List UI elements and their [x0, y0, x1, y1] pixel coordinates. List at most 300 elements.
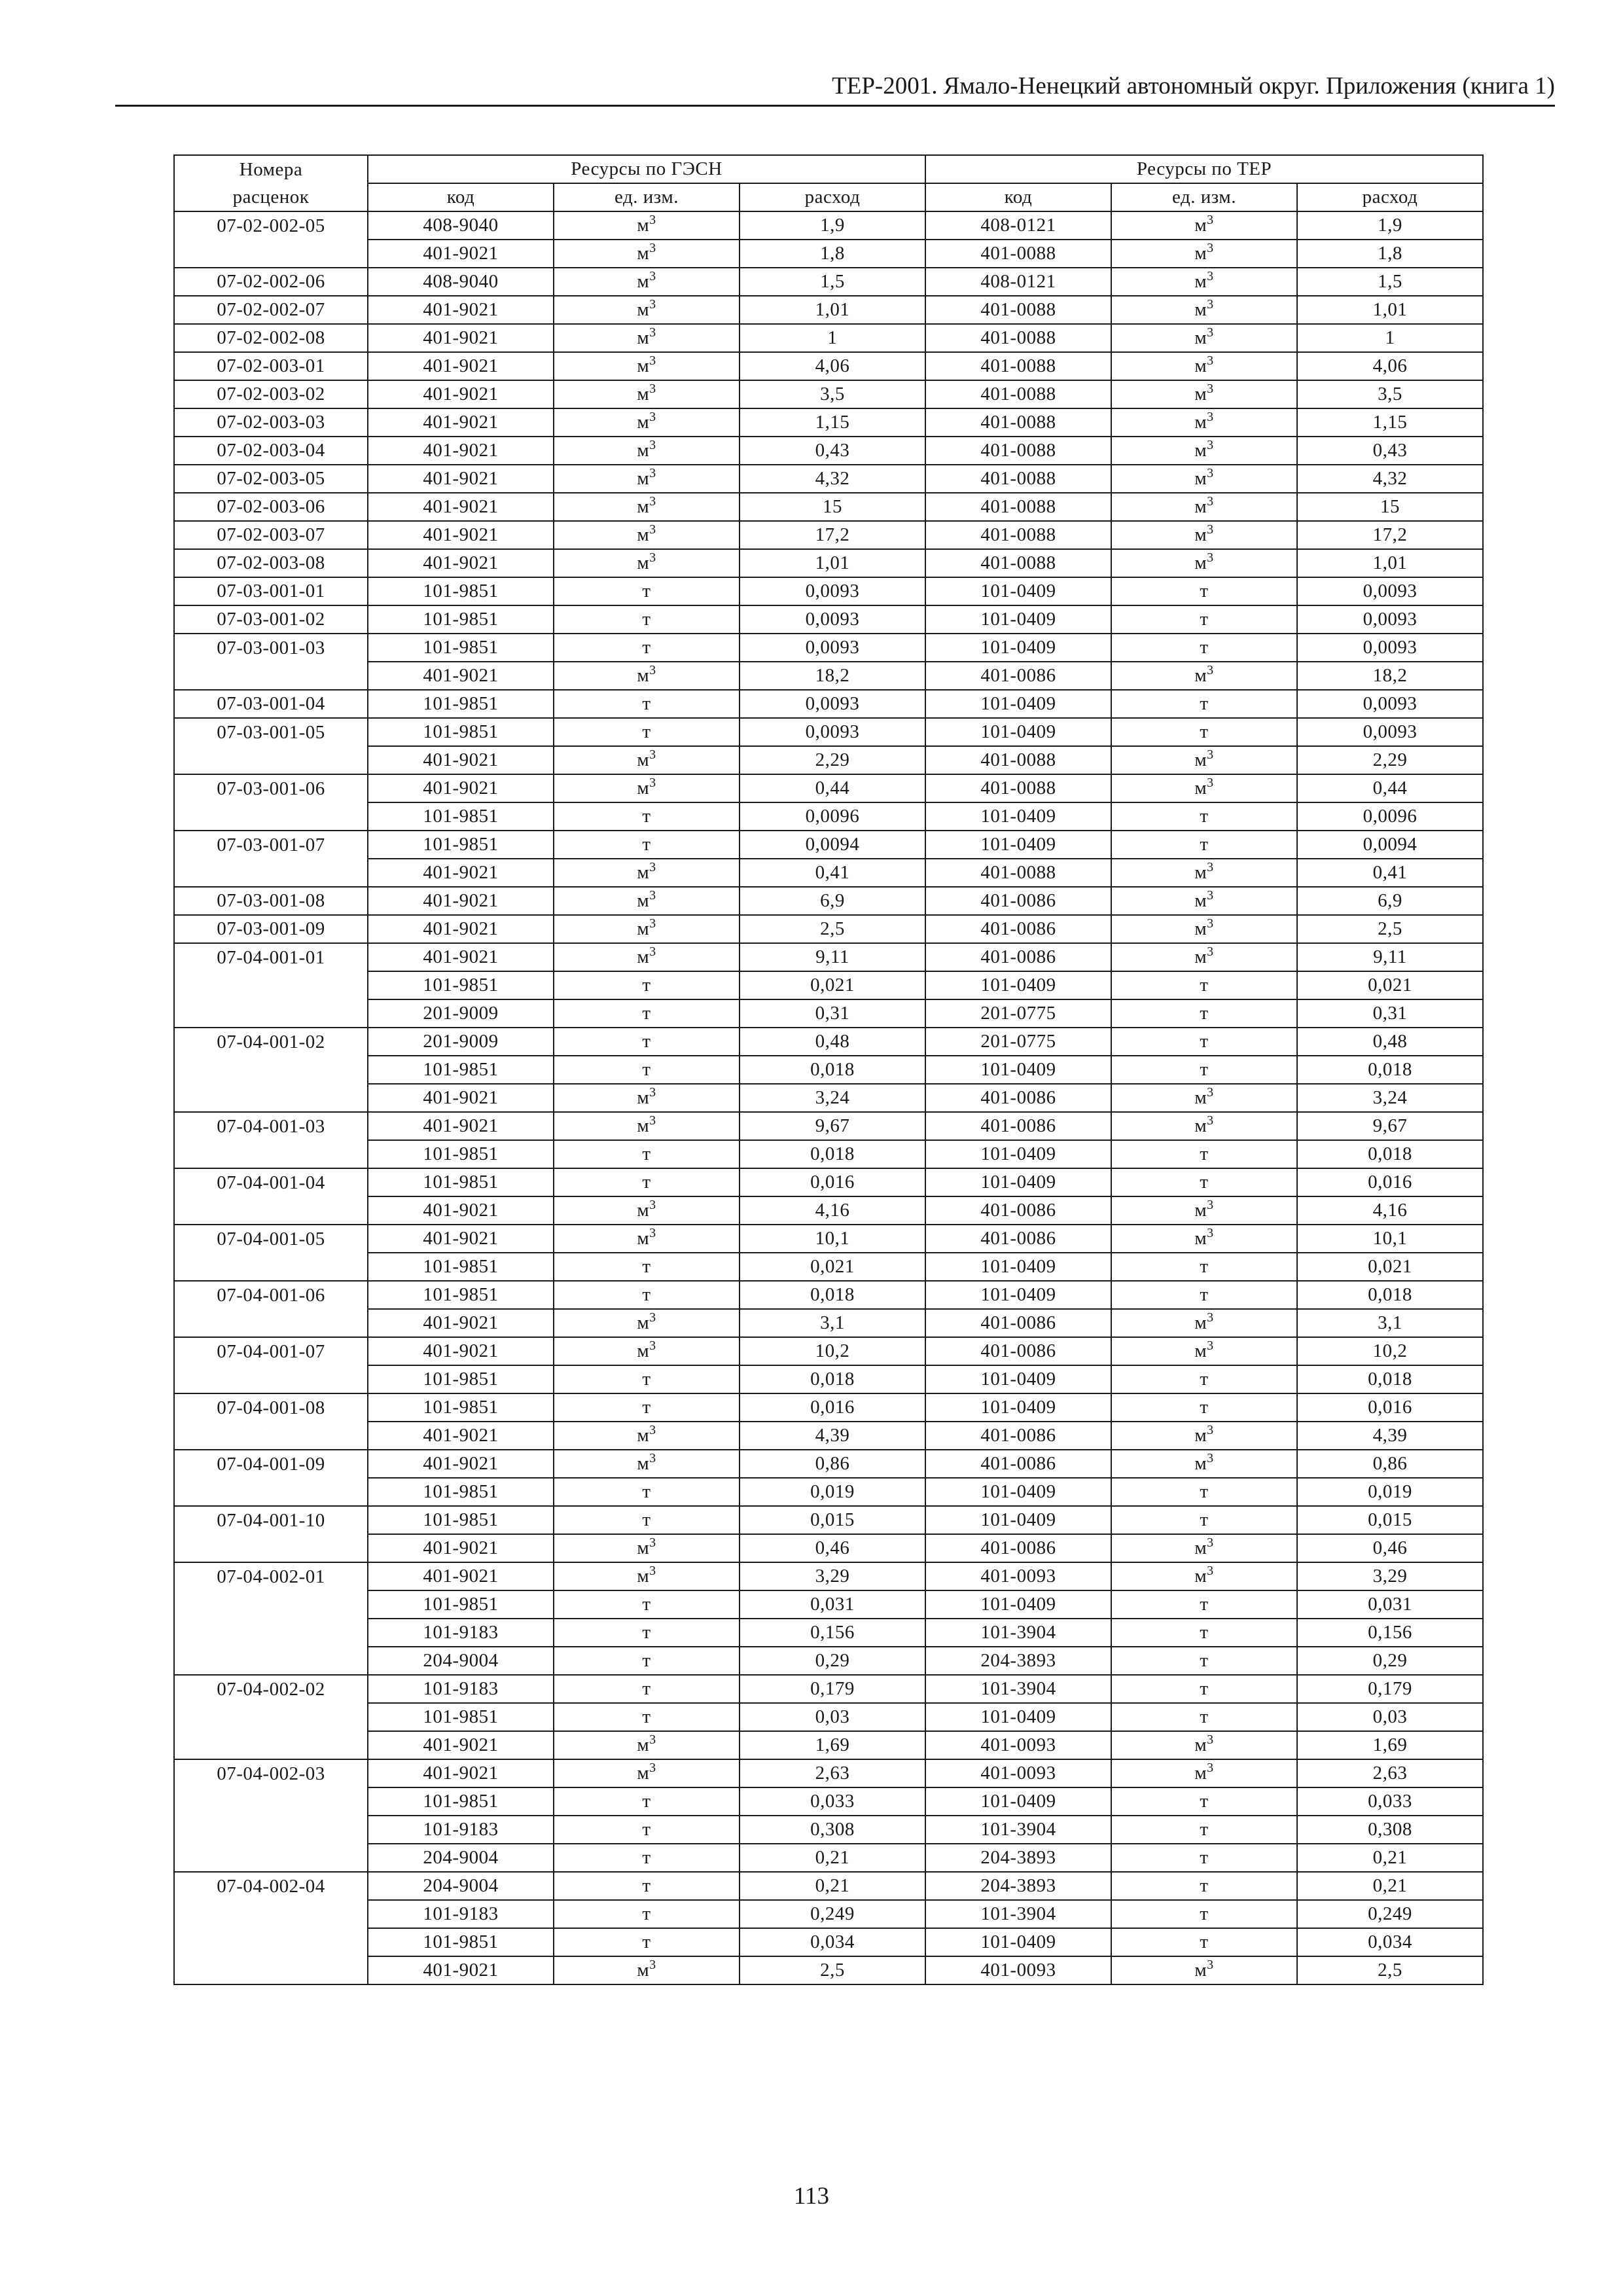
- ter-amount-cell: 0,41: [1297, 859, 1483, 887]
- unit-cubic-meter: м: [1194, 1453, 1207, 1474]
- gesn-amount-cell: 0,44: [740, 774, 925, 802]
- table-row: [174, 1619, 1483, 1647]
- rate-number-cell: 07-03-001-02: [174, 605, 368, 634]
- ter-code-cell: 401-0093: [925, 1759, 1111, 1787]
- unit-cubic-meter: м: [637, 1566, 650, 1587]
- gesn-unit-cell: [554, 662, 740, 690]
- gesn-code-cell: 401-9021: [368, 296, 554, 324]
- ter-amount-cell: 0,21: [1297, 1872, 1483, 1900]
- unit-exponent: 3: [649, 663, 656, 677]
- ter-code-cell: 101-0409: [925, 1393, 1111, 1422]
- ter-code-cell: 201-0775: [925, 999, 1111, 1028]
- gesn-amount-header: расход: [740, 183, 925, 211]
- ter-unit-cell: [1111, 1956, 1297, 1984]
- rate-number-cell: 07-02-003-07: [174, 521, 368, 549]
- table-row: [174, 1703, 1483, 1731]
- gesn-code-cell: 401-9021: [368, 1309, 554, 1337]
- gesn-unit-cell: [554, 1309, 740, 1337]
- gesn-amount-cell: 0,0093: [740, 605, 925, 634]
- gesn-code-cell: 101-9851: [368, 1056, 554, 1084]
- table-row: [174, 549, 1483, 577]
- ter-amount-cell: 15: [1297, 493, 1483, 521]
- ter-amount-cell: 0,0096: [1297, 802, 1483, 831]
- gesn-amount-cell: 0,0093: [740, 690, 925, 718]
- table-row: [174, 1225, 1483, 1253]
- ter-code-cell: 101-0409: [925, 802, 1111, 831]
- ter-resources-header: Ресурсы по ТЕР: [925, 155, 1483, 183]
- table-row: [174, 1647, 1483, 1675]
- ter-unit-cell: т: [1111, 605, 1297, 634]
- table-row: [174, 915, 1483, 943]
- table-row: [174, 831, 1483, 859]
- unit-exponent: 3: [649, 1338, 656, 1353]
- unit-exponent: 3: [649, 1958, 656, 1972]
- rate-number-cell: 07-04-001-04: [174, 1168, 368, 1196]
- unit-cubic-meter: м: [1194, 215, 1207, 236]
- ter-unit-cell: [1111, 1731, 1297, 1759]
- gesn-amount-cell: 0,0093: [740, 634, 925, 662]
- rate-number-cell: 07-03-001-08: [174, 887, 368, 915]
- rate-number-cell: 07-03-001-07: [174, 831, 368, 859]
- ter-code-cell: 101-0409: [925, 1140, 1111, 1168]
- unit-cubic-meter: м: [1194, 496, 1207, 517]
- gesn-unit-cell: [554, 1562, 740, 1590]
- ter-unit-cell: [1111, 1759, 1297, 1787]
- gesn-unit-cell: т: [554, 1393, 740, 1422]
- table-row: [174, 943, 1483, 971]
- gesn-unit-cell: [554, 437, 740, 465]
- unit-cubic-meter: м: [637, 215, 650, 236]
- ter-code-cell: 101-0409: [925, 1478, 1111, 1506]
- unit-cubic-meter: м: [637, 1312, 650, 1333]
- gesn-amount-cell: 0,21: [740, 1844, 925, 1872]
- ter-unit-cell: т: [1111, 1365, 1297, 1393]
- unit-cubic-meter: м: [1194, 1960, 1207, 1981]
- ter-code-cell: 401-0093: [925, 1956, 1111, 1984]
- ter-amount-cell: 1,5: [1297, 268, 1483, 296]
- table-row: [174, 1309, 1483, 1337]
- ter-amount-cell: 1,01: [1297, 549, 1483, 577]
- ter-code-cell: 101-0409: [925, 1253, 1111, 1281]
- ter-unit-cell: т: [1111, 690, 1297, 718]
- ter-amount-cell: 2,29: [1297, 746, 1483, 774]
- unit-exponent: 3: [649, 776, 656, 790]
- gesn-unit-cell: [554, 380, 740, 408]
- ter-unit-cell: [1111, 943, 1297, 971]
- unit-exponent: 3: [1207, 325, 1214, 340]
- rate-number-cell: 07-04-001-06: [174, 1281, 368, 1309]
- gesn-unit-cell: т: [554, 1590, 740, 1619]
- ter-code-cell: 401-0086: [925, 1112, 1111, 1140]
- ter-amount-cell: 0,86: [1297, 1450, 1483, 1478]
- table-header: [174, 155, 1483, 211]
- ter-amount-cell: 0,31: [1297, 999, 1483, 1028]
- unit-cubic-meter: м: [637, 778, 650, 798]
- gesn-unit-cell: т: [554, 718, 740, 746]
- ter-code-cell: 401-0088: [925, 380, 1111, 408]
- header-row-groups: [174, 155, 1483, 183]
- unit-exponent: 3: [649, 747, 656, 762]
- ter-code-cell: 401-0086: [925, 662, 1111, 690]
- ter-amount-cell: 0,308: [1297, 1816, 1483, 1844]
- rate-number-cell: 07-04-001-10: [174, 1506, 368, 1534]
- rate-number-cell: 07-02-002-05: [174, 211, 368, 240]
- table-row: [174, 1844, 1483, 1872]
- ter-code-cell: 401-0088: [925, 437, 1111, 465]
- ter-amount-cell: 0,46: [1297, 1534, 1483, 1562]
- ter-code-cell: 401-0086: [925, 1534, 1111, 1562]
- gesn-amount-cell: 1,01: [740, 296, 925, 324]
- unit-cubic-meter: м: [1194, 1228, 1207, 1249]
- ter-amount-cell: 0,44: [1297, 774, 1483, 802]
- table-row: [174, 1196, 1483, 1225]
- ter-unit-cell: [1111, 774, 1297, 802]
- table-row: [174, 1478, 1483, 1506]
- ter-code-cell: 401-0088: [925, 240, 1111, 268]
- gesn-code-cell: 401-9021: [368, 324, 554, 352]
- gesn-unit-cell: [554, 408, 740, 437]
- unit-exponent: 3: [1207, 776, 1214, 790]
- table-row: [174, 859, 1483, 887]
- table-row: [174, 1590, 1483, 1619]
- gesn-code-cell: 201-9009: [368, 999, 554, 1028]
- ter-code-cell: 101-3904: [925, 1816, 1111, 1844]
- ter-unit-cell: т: [1111, 1590, 1297, 1619]
- gesn-amount-cell: 0,0093: [740, 577, 925, 605]
- ter-unit-cell: [1111, 887, 1297, 915]
- unit-exponent: 3: [1207, 888, 1214, 903]
- table-row: [174, 437, 1483, 465]
- ter-amount-cell: 4,32: [1297, 465, 1483, 493]
- unit-exponent: 3: [649, 860, 656, 874]
- ter-code-cell: 101-0409: [925, 690, 1111, 718]
- rate-number-cell: 07-03-001-05: [174, 718, 368, 746]
- ter-amount-cell: 10,1: [1297, 1225, 1483, 1253]
- table-row: [174, 605, 1483, 634]
- gesn-unit-cell: [554, 324, 740, 352]
- gesn-unit-cell: т: [554, 1703, 740, 1731]
- unit-exponent: 3: [649, 944, 656, 959]
- gesn-code-cell: 401-9021: [368, 1112, 554, 1140]
- unit-cubic-meter: м: [1194, 1566, 1207, 1587]
- rate-number-cell: 07-04-002-03: [174, 1759, 368, 1787]
- unit-exponent: 3: [649, 438, 656, 452]
- unit-exponent: 3: [1207, 1198, 1214, 1212]
- rate-number-cell: 07-02-003-01: [174, 352, 368, 380]
- unit-cubic-meter: м: [637, 468, 650, 489]
- gesn-unit-cell: т: [554, 831, 740, 859]
- ter-amount-cell: 0,29: [1297, 1647, 1483, 1675]
- rate-number-cell: 07-04-001-08: [174, 1393, 368, 1422]
- rate-number-cell: 07-03-001-06: [174, 774, 368, 802]
- table-row: [174, 1365, 1483, 1393]
- unit-exponent: 3: [1207, 466, 1214, 480]
- gesn-code-cell: 101-9851: [368, 1928, 554, 1956]
- ter-amount-cell: 0,018: [1297, 1281, 1483, 1309]
- gesn-code-cell: 401-9021: [368, 943, 554, 971]
- unit-cubic-meter: м: [1194, 1200, 1207, 1221]
- ter-amount-cell: 0,0093: [1297, 718, 1483, 746]
- gesn-code-cell: 204-9004: [368, 1844, 554, 1872]
- rate-number-cell: [174, 1816, 368, 1844]
- unit-exponent: 3: [1207, 1958, 1214, 1972]
- gesn-unit-cell: [554, 887, 740, 915]
- table-row: [174, 1534, 1483, 1562]
- rate-number-cell: [174, 1647, 368, 1675]
- gesn-code-cell: 101-9851: [368, 577, 554, 605]
- ter-unit-cell: т: [1111, 971, 1297, 999]
- ter-unit-cell: [1111, 211, 1297, 240]
- ter-amount-cell: 0,0093: [1297, 634, 1483, 662]
- gesn-unit-cell: т: [554, 1281, 740, 1309]
- unit-cubic-meter: м: [637, 1960, 650, 1981]
- ter-code-cell: 101-0409: [925, 1590, 1111, 1619]
- ter-amount-cell: 2,5: [1297, 915, 1483, 943]
- gesn-unit-cell: т: [554, 577, 740, 605]
- gesn-code-cell: 101-9851: [368, 690, 554, 718]
- unit-cubic-meter: м: [637, 1115, 650, 1136]
- gesn-unit-cell: т: [554, 1872, 740, 1900]
- ter-code-cell: 101-0409: [925, 971, 1111, 999]
- ter-unit-cell: [1111, 324, 1297, 352]
- gesn-unit-cell: [554, 352, 740, 380]
- ter-unit-cell: [1111, 1422, 1297, 1450]
- unit-cubic-meter: м: [1194, 778, 1207, 798]
- unit-cubic-meter: м: [1194, 299, 1207, 320]
- gesn-unit-cell: [554, 1759, 740, 1787]
- ter-amount-cell: 9,67: [1297, 1112, 1483, 1140]
- gesn-code-cell: 401-9021: [368, 1450, 554, 1478]
- ter-unit-cell: т: [1111, 999, 1297, 1028]
- gesn-amount-cell: 0,016: [740, 1168, 925, 1196]
- gesn-amount-cell: 3,1: [740, 1309, 925, 1337]
- gesn-amount-cell: 1,9: [740, 211, 925, 240]
- gesn-code-cell: 101-9851: [368, 802, 554, 831]
- gesn-code-header: код: [368, 183, 554, 211]
- gesn-code-cell: 101-9183: [368, 1675, 554, 1703]
- table-row: [174, 1562, 1483, 1590]
- rate-number-cell: 07-04-002-01: [174, 1562, 368, 1590]
- unit-cubic-meter: м: [1194, 749, 1207, 770]
- ter-code-cell: 101-0409: [925, 634, 1111, 662]
- table-row: [174, 1337, 1483, 1365]
- table-row: [174, 662, 1483, 690]
- gesn-unit-cell: [554, 774, 740, 802]
- rate-number-cell: [174, 1140, 368, 1168]
- unit-cubic-meter: м: [637, 890, 650, 911]
- ter-code-cell: 401-0086: [925, 1225, 1111, 1253]
- gesn-unit-cell: т: [554, 1816, 740, 1844]
- gesn-code-cell: 101-9851: [368, 1590, 554, 1619]
- table-row: [174, 1872, 1483, 1900]
- gesn-unit-cell: т: [554, 971, 740, 999]
- ter-amount-cell: 1,8: [1297, 240, 1483, 268]
- ter-code-cell: 401-0088: [925, 746, 1111, 774]
- gesn-code-cell: 101-9183: [368, 1900, 554, 1928]
- gesn-amount-cell: 2,29: [740, 746, 925, 774]
- ter-code-cell: 401-0088: [925, 324, 1111, 352]
- gesn-unit-cell: [554, 1112, 740, 1140]
- table-row: [174, 1253, 1483, 1281]
- gesn-unit-cell: [554, 1956, 740, 1984]
- rate-number-cell: [174, 1309, 368, 1337]
- unit-cubic-meter: м: [1194, 440, 1207, 461]
- unit-exponent: 3: [649, 1226, 656, 1240]
- gesn-code-cell: 101-9851: [368, 634, 554, 662]
- rate-number-cell: 07-02-002-07: [174, 296, 368, 324]
- gesn-code-cell: 401-9021: [368, 352, 554, 380]
- gesn-unit-cell: [554, 859, 740, 887]
- table-row: [174, 408, 1483, 437]
- ter-unit-cell: [1111, 1337, 1297, 1365]
- table-row: [174, 296, 1483, 324]
- ter-amount-cell: 0,249: [1297, 1900, 1483, 1928]
- ter-amount-cell: 0,0094: [1297, 831, 1483, 859]
- rate-number-cell: [174, 971, 368, 999]
- ter-unit-cell: т: [1111, 1675, 1297, 1703]
- table-row: [174, 493, 1483, 521]
- gesn-unit-cell: т: [554, 634, 740, 662]
- gesn-amount-cell: 9,11: [740, 943, 925, 971]
- rate-number-cell: [174, 859, 368, 887]
- unit-exponent: 3: [1207, 269, 1214, 283]
- unit-exponent: 3: [649, 382, 656, 396]
- gesn-amount-cell: 0,018: [740, 1056, 925, 1084]
- gesn-amount-cell: 0,0096: [740, 802, 925, 831]
- ter-code-cell: 101-0409: [925, 1281, 1111, 1309]
- ter-code-cell: 401-0086: [925, 1450, 1111, 1478]
- ter-amount-cell: 4,39: [1297, 1422, 1483, 1450]
- rate-number-cell: 07-02-003-05: [174, 465, 368, 493]
- gesn-amount-cell: 1,15: [740, 408, 925, 437]
- gesn-amount-cell: 0,0094: [740, 831, 925, 859]
- gesn-amount-cell: 3,24: [740, 1084, 925, 1112]
- gesn-unit-cell: [554, 521, 740, 549]
- gesn-code-cell: 401-9021: [368, 549, 554, 577]
- unit-cubic-meter: м: [637, 1425, 650, 1446]
- gesn-unit-header: ед. изм.: [554, 183, 740, 211]
- ter-code-cell: 401-0086: [925, 1084, 1111, 1112]
- table-row: [174, 352, 1483, 380]
- ter-amount-cell: 3,29: [1297, 1562, 1483, 1590]
- gesn-amount-cell: 1,69: [740, 1731, 925, 1759]
- ter-code-cell: 401-0086: [925, 1309, 1111, 1337]
- gesn-amount-cell: 0,48: [740, 1028, 925, 1056]
- unit-cubic-meter: м: [637, 1340, 650, 1361]
- unit-exponent: 3: [1207, 1451, 1214, 1465]
- gesn-code-cell: 401-9021: [368, 774, 554, 802]
- ter-unit-cell: [1111, 380, 1297, 408]
- table-row: [174, 1140, 1483, 1168]
- gesn-code-cell: 401-9021: [368, 662, 554, 690]
- gesn-code-cell: 101-9851: [368, 718, 554, 746]
- gesn-unit-cell: [554, 296, 740, 324]
- table-row: [174, 1787, 1483, 1816]
- unit-exponent: 3: [649, 1198, 656, 1212]
- gesn-amount-cell: 4,32: [740, 465, 925, 493]
- gesn-unit-cell: [554, 943, 740, 971]
- ter-amount-cell: 0,031: [1297, 1590, 1483, 1619]
- unit-exponent: 3: [649, 269, 656, 283]
- unit-cubic-meter: м: [1194, 1763, 1207, 1784]
- rates-column-header-top: Номера: [174, 155, 368, 183]
- gesn-unit-cell: [554, 268, 740, 296]
- unit-exponent: 3: [649, 888, 656, 903]
- ter-amount-cell: 1,15: [1297, 408, 1483, 437]
- page-number: 113: [793, 2183, 830, 2210]
- gesn-amount-cell: 0,43: [740, 437, 925, 465]
- ter-unit-cell: [1111, 408, 1297, 437]
- gesn-amount-cell: 0,179: [740, 1675, 925, 1703]
- unit-cubic-meter: м: [637, 299, 650, 320]
- gesn-amount-cell: 0,033: [740, 1787, 925, 1816]
- rate-number-cell: [174, 1703, 368, 1731]
- gesn-amount-cell: 0,031: [740, 1590, 925, 1619]
- gesn-amount-cell: 3,5: [740, 380, 925, 408]
- gesn-code-cell: 401-9021: [368, 887, 554, 915]
- gesn-unit-cell: [554, 240, 740, 268]
- ter-amount-cell: 2,63: [1297, 1759, 1483, 1787]
- gesn-code-cell: 401-9021: [368, 493, 554, 521]
- ter-code-cell: 401-0088: [925, 774, 1111, 802]
- ter-code-cell: 101-0409: [925, 1787, 1111, 1816]
- ter-amount-cell: 0,016: [1297, 1168, 1483, 1196]
- rate-number-cell: [174, 1478, 368, 1506]
- ter-code-cell: 401-0093: [925, 1731, 1111, 1759]
- gesn-unit-cell: [554, 1337, 740, 1365]
- ter-code-cell: 401-0093: [925, 1562, 1111, 1590]
- unit-cubic-meter: м: [1194, 327, 1207, 348]
- gesn-unit-cell: т: [554, 1028, 740, 1056]
- ter-unit-cell: [1111, 296, 1297, 324]
- unit-cubic-meter: м: [1194, 890, 1207, 911]
- unit-cubic-meter: м: [637, 552, 650, 573]
- gesn-code-cell: 401-9021: [368, 240, 554, 268]
- gesn-amount-cell: 0,31: [740, 999, 925, 1028]
- gesn-code-cell: 101-9851: [368, 1703, 554, 1731]
- gesn-code-cell: 401-9021: [368, 1225, 554, 1253]
- ter-amount-cell: 0,0093: [1297, 690, 1483, 718]
- rate-number-cell: [174, 1422, 368, 1450]
- gesn-unit-cell: т: [554, 1140, 740, 1168]
- table-row: [174, 1731, 1483, 1759]
- gesn-code-cell: 408-9040: [368, 268, 554, 296]
- gesn-amount-cell: 9,67: [740, 1112, 925, 1140]
- unit-cubic-meter: м: [1194, 1537, 1207, 1558]
- gesn-code-cell: 401-9021: [368, 746, 554, 774]
- ter-code-cell: 401-0086: [925, 887, 1111, 915]
- table-row: [174, 1928, 1483, 1956]
- unit-exponent: 3: [649, 1564, 656, 1578]
- unit-exponent: 3: [1207, 916, 1214, 931]
- table-row: [174, 634, 1483, 662]
- gesn-unit-cell: [554, 1450, 740, 1478]
- gesn-amount-cell: 4,16: [740, 1196, 925, 1225]
- gesn-code-cell: 101-9851: [368, 1253, 554, 1281]
- ter-unit-cell: т: [1111, 1028, 1297, 1056]
- unit-cubic-meter: м: [637, 524, 650, 545]
- unit-exponent: 3: [1207, 494, 1214, 509]
- gesn-amount-cell: 1,01: [740, 549, 925, 577]
- rate-number-cell: 07-03-001-04: [174, 690, 368, 718]
- unit-cubic-meter: м: [1194, 665, 1207, 686]
- ter-code-cell: 101-3904: [925, 1675, 1111, 1703]
- unit-cubic-meter: м: [637, 749, 650, 770]
- ter-amount-cell: 0,021: [1297, 1253, 1483, 1281]
- unit-cubic-meter: м: [1194, 412, 1207, 433]
- gesn-code-cell: 401-9021: [368, 521, 554, 549]
- ter-code-cell: 101-0409: [925, 1365, 1111, 1393]
